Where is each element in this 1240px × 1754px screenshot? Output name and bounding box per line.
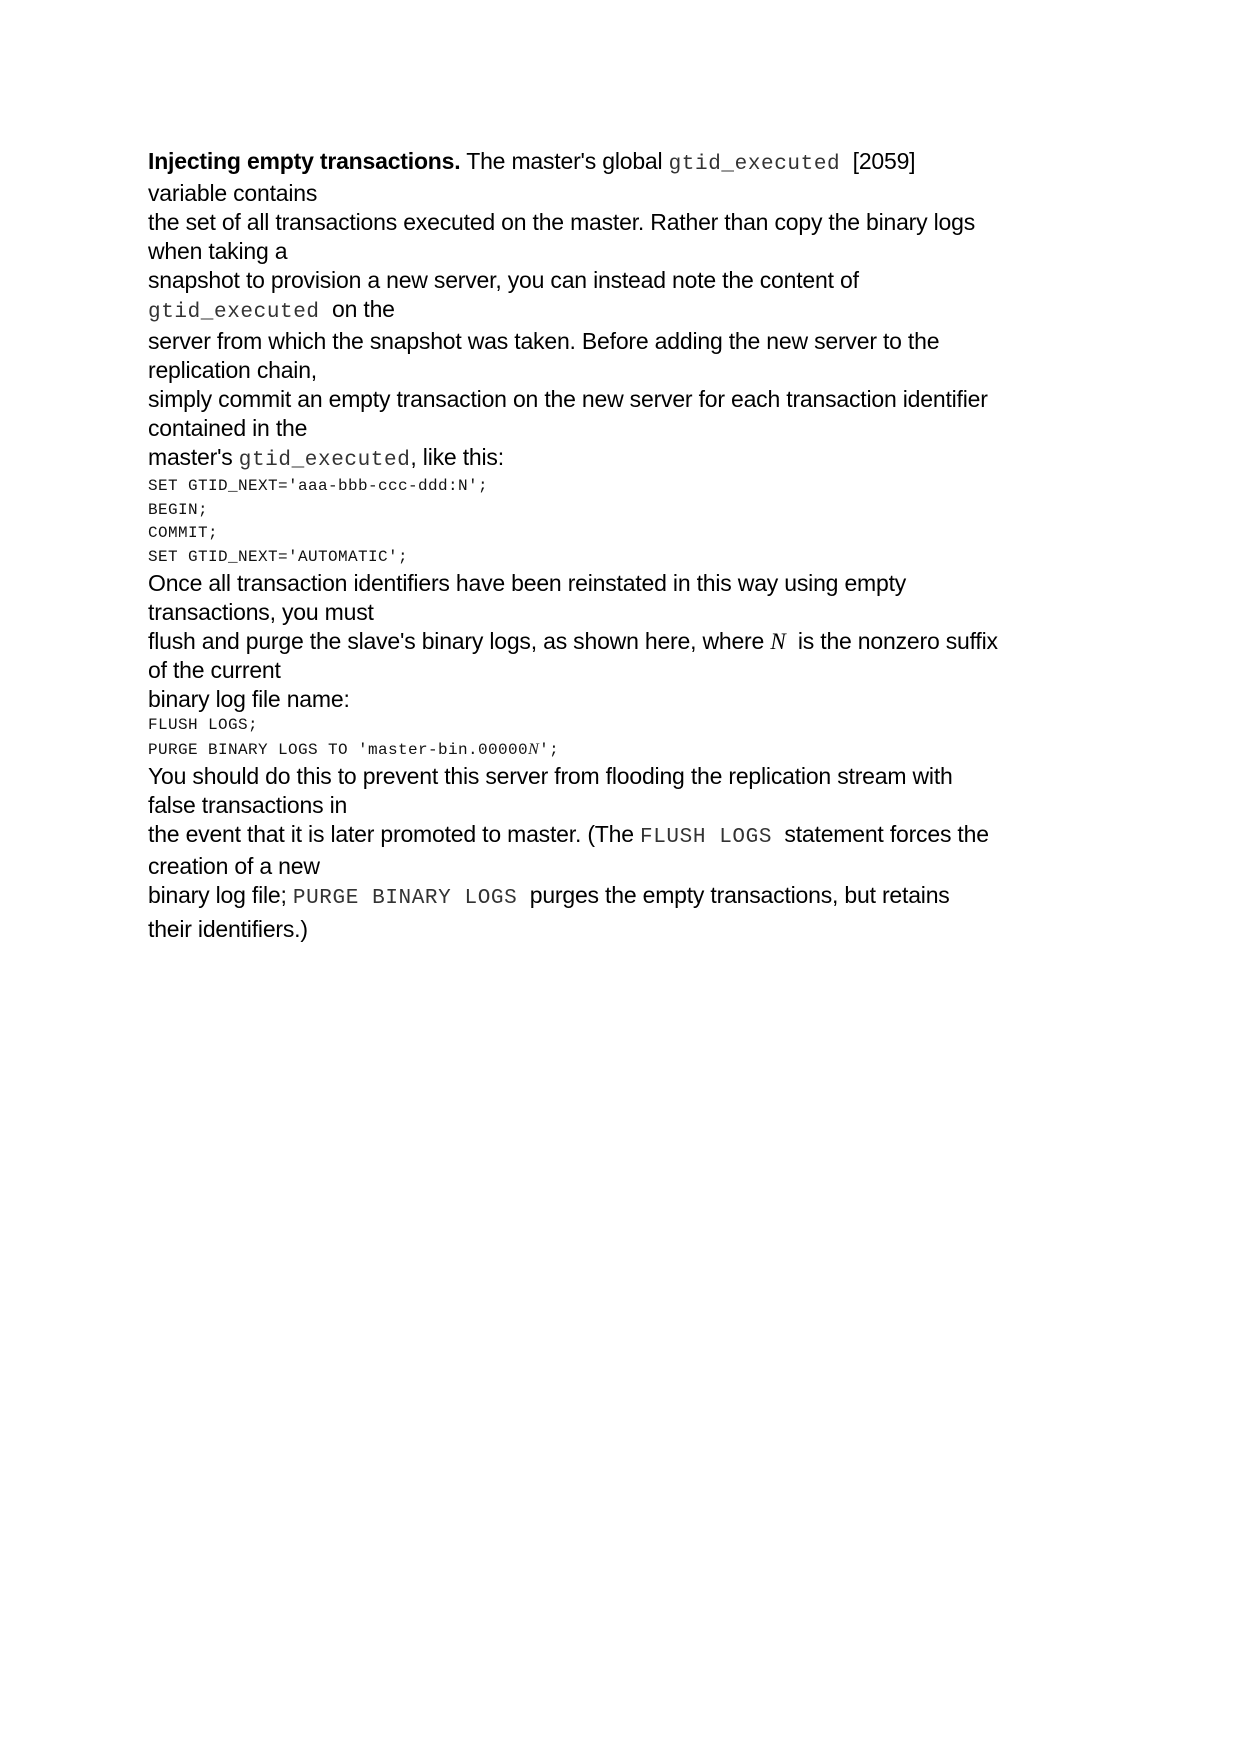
para3-line-4: creation of a new (148, 853, 320, 879)
code-run: PURGE BINARY LOGS TO 'master-bin.00000 (148, 740, 529, 759)
para1-line-10: contained in the (148, 415, 308, 441)
text-run: on the (319, 296, 395, 322)
text-run: binary log file; (148, 882, 293, 908)
para2-line-3 (148, 627, 1118, 656)
para1-line-1 (148, 147, 1118, 179)
document-page (148, 147, 1118, 946)
text-run: master's (148, 444, 239, 470)
code-block-2 (148, 714, 1118, 762)
code-block-1 (148, 475, 1118, 569)
para1-line-9: simply commit an empty transaction on the new server for each transaction identifier (148, 386, 988, 412)
variable-n: N (770, 629, 786, 654)
text-run: statement forces the (772, 821, 989, 847)
para2-line-2: transactions, you must (148, 599, 374, 625)
para1-line-8: replication chain, (148, 357, 318, 383)
inline-code: gtid_executed (148, 301, 320, 324)
code-line: SET GTID_NEXT='aaa-bbb-ccc-ddd:N'; (148, 477, 489, 495)
para1-line-4: when taking a (148, 238, 288, 264)
inline-code: gtid_executed (238, 449, 411, 472)
text-run: the event that it is later promoted to master. (The (148, 821, 641, 847)
code-line: FLUSH LOGS; (148, 716, 259, 734)
para3-line-2: false transactions in (148, 792, 348, 818)
text-run: is the nonzero suffix (785, 628, 998, 654)
inline-code: FLUSH LOGS (640, 826, 773, 849)
inline-code: PURGE BINARY LOGS (292, 887, 518, 910)
para2-line-4: of the current (148, 657, 281, 683)
reference-number: [2059] (840, 148, 916, 174)
code-line: COMMIT; (148, 524, 219, 542)
text-run: flush and purge the slave's binary logs, as shown here, where (148, 628, 771, 654)
para1-line-11 (148, 443, 1118, 475)
para3-line-3 (148, 820, 1118, 852)
para1-line-5: snapshot to provision a new server, you can instead note the content of (148, 267, 859, 293)
code-line (148, 738, 1118, 763)
code-run: '; (539, 740, 560, 759)
para3-line-6: their identifiers.) (148, 916, 308, 942)
para3-line-1: You should do this to prevent this server from flooding the replication stream with (148, 763, 953, 789)
para1-line-6 (148, 295, 1118, 327)
para1-line-3: the set of all transactions executed on the master. Rather than copy the binary logs (148, 209, 976, 235)
para1-line-7: server from which the snapshot was taken. Before adding the new server to the (148, 328, 940, 354)
text-run: The master's global (460, 148, 669, 174)
section-heading: Injecting empty transactions. (148, 148, 461, 174)
code-line: SET GTID_NEXT='AUTOMATIC'; (148, 547, 409, 566)
variable-n: N (528, 740, 540, 758)
para1-line-2: variable contains (148, 180, 318, 206)
para2-line-1: Once all transaction identifiers have been reinstated in this way using empty (148, 570, 907, 596)
para3-line-5 (148, 881, 1118, 913)
text-run: , like this: (410, 444, 504, 470)
code-line: BEGIN; (148, 500, 209, 519)
inline-code: gtid_executed (668, 153, 841, 176)
text-run: purges the empty transactions, but retains (517, 882, 950, 908)
para2-line-5: binary log file name: (148, 686, 350, 712)
